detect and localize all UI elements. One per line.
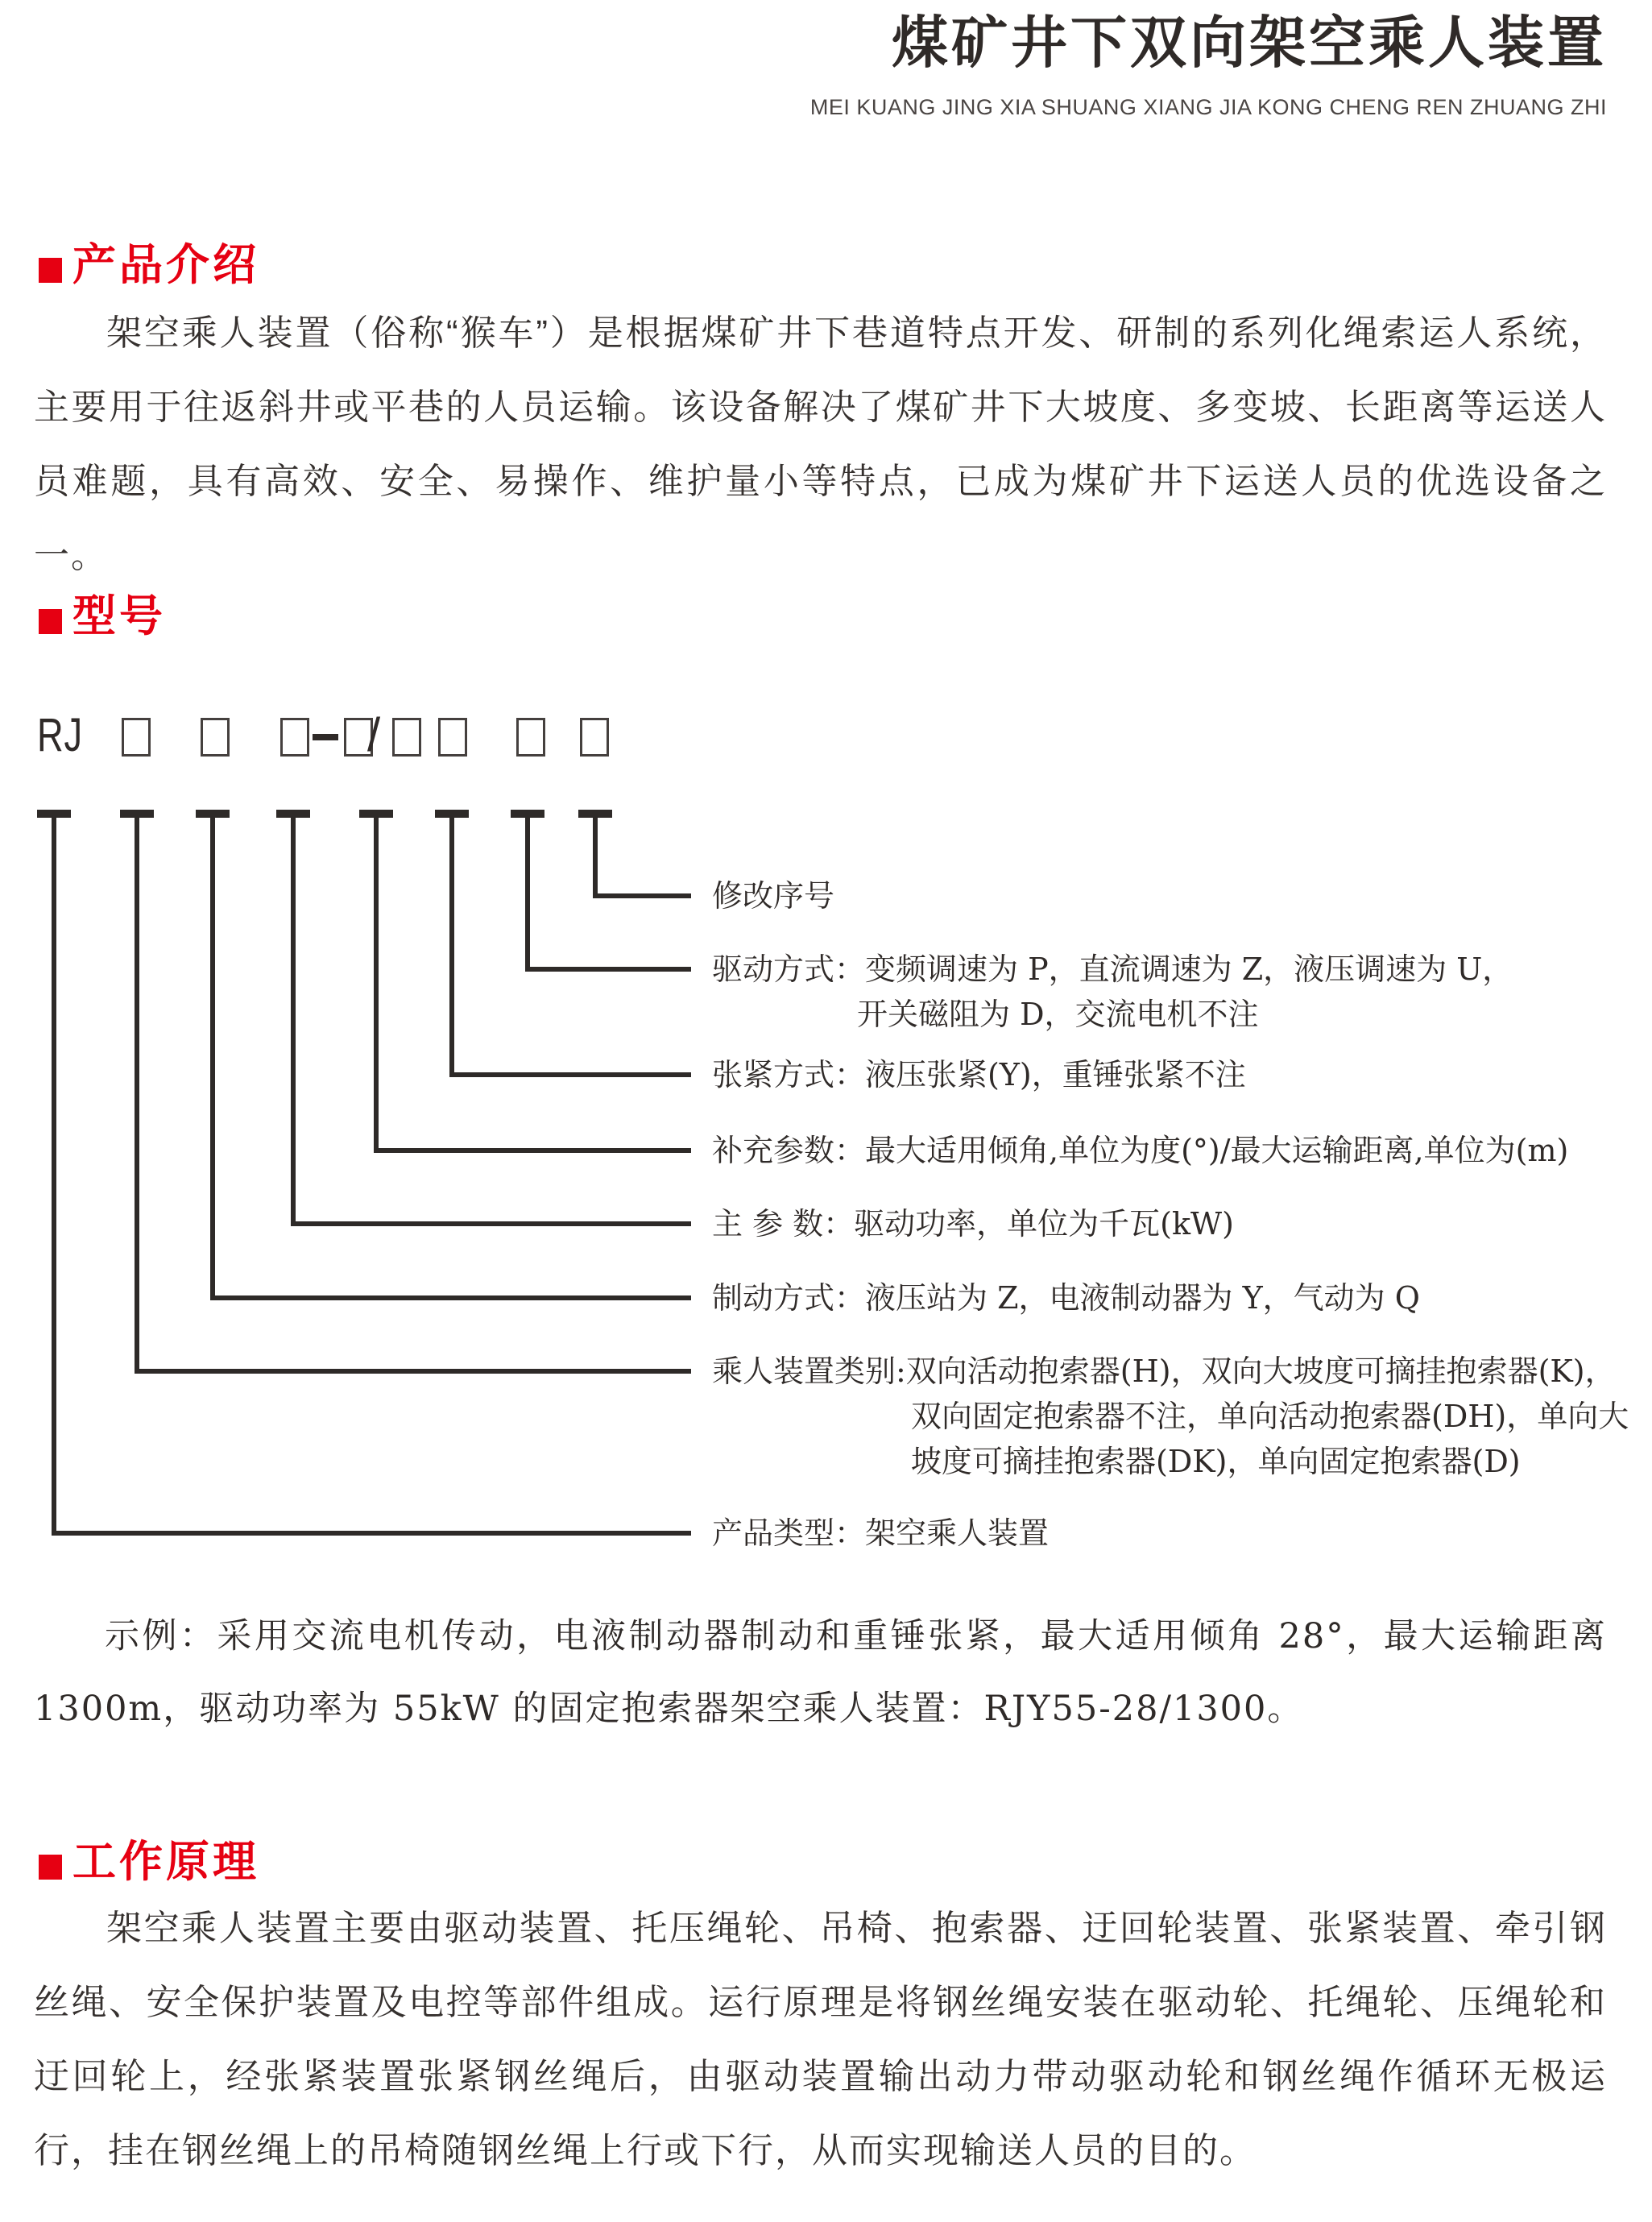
legend-line: 制动方式：液压站为 Z，电液制动器为 Y，气动为 Q bbox=[712, 1280, 1420, 1316]
section-heading-principle bbox=[39, 1839, 259, 1885]
legend-label-product-type bbox=[712, 1511, 1049, 1556]
legend-line: 主 参 数：驱动功率，单位为千瓦(kW) bbox=[712, 1206, 1234, 1242]
legend-label-brake-mode bbox=[712, 1275, 1420, 1320]
red-square-bullet-icon bbox=[39, 1855, 62, 1880]
model-example-paragraph: 示例：采用交流电机传动，电液制动器制动和重锤张紧，最大适用倾角 28°，最大运输距离 1300m，驱动功率为 55kW 的固定抱索器架空乘人装置：RJY55-28/1300。 bbox=[34, 1616, 1607, 1729]
legend-label-revision bbox=[712, 873, 834, 918]
legend-line: 乘人装置类别:双向活动抱索器(H)，双向大坡度可摘挂抱索器(K)， bbox=[712, 1354, 1616, 1389]
legend-line: 坡度可摘挂抱索器(DK)，单向固定抱索器(D) bbox=[911, 1444, 1521, 1479]
legend-label-device-category bbox=[712, 1349, 1629, 1484]
model-code-prefix: RJ bbox=[37, 709, 83, 761]
legend-line: 产品类型：架空乘人装置 bbox=[712, 1515, 1050, 1551]
legend-line: 开关磁阻为 D，交流电机不注 bbox=[857, 997, 1259, 1032]
legend-label-supplementary-params bbox=[712, 1128, 1568, 1173]
legend-line: 修改序号 bbox=[712, 878, 835, 914]
legend-line: 驱动方式：变频调速为 P，直流调速为 Z，液压调速为 U， bbox=[712, 951, 1513, 987]
legend-label-tension-mode bbox=[712, 1052, 1246, 1097]
section-heading-principle-text: 工作原理 bbox=[72, 1838, 259, 1886]
legend-label-main-param bbox=[712, 1201, 1234, 1246]
model-code-slash: / bbox=[367, 709, 381, 761]
legend-line: 张紧方式：液压张紧(Y)，重锤张紧不注 bbox=[712, 1057, 1246, 1092]
principle-paragraph: 架空乘人装置主要由驱动装置、托压绳轮、吊椅、抱索器、迂回轮装置、张紧装置、牵引钢丝绳、安全保护装置及电控等部件组成。运行原理是将钢丝绳安装在驱动轮、托绳轮、压绳轮和迂回轮上，经张紧装置张紧钢丝绳后，由驱动装置输出动力带动驱动轮和钢丝绳作循环无极运行，挂在钢丝绳上的吊椅随钢丝绳上行或下行，从而实现输送人员的目的。 bbox=[34, 1909, 1607, 2170]
legend-line: 补充参数：最大适用倾角,单位为度(°)/最大运输距离,单位为(m) bbox=[712, 1133, 1569, 1168]
legend-label-drive-mode bbox=[712, 947, 1513, 1037]
page-title: 煤矿井下双向架空乘人装置 bbox=[892, 11, 1607, 74]
page-subtitle-pinyin: MEI KUANG JING XIA SHUANG XIANG JIA KONG CHENG REN ZHUANG ZHI bbox=[809, 95, 1607, 119]
section-heading-intro-text: 产品介绍 bbox=[72, 241, 259, 289]
intro-paragraph: 架空乘人装置（俗称“猴车”）是根据煤矿井下巷道特点开发、研制的系列化绳索运人系统，主要用于往返斜井或平巷的人员运输。该设备解决了煤矿井下大坡度、多变坡、长距离等运送人员难题，具有高效、安全、易操作、维护量小等特点，已成为煤矿井下运送人员的优选设备之一。 bbox=[34, 313, 1607, 575]
section-heading-model-text: 型号 bbox=[72, 592, 166, 640]
legend-line: 双向固定抱索器不注，单向活动抱索器(DH)，单向大 bbox=[911, 1399, 1629, 1434]
